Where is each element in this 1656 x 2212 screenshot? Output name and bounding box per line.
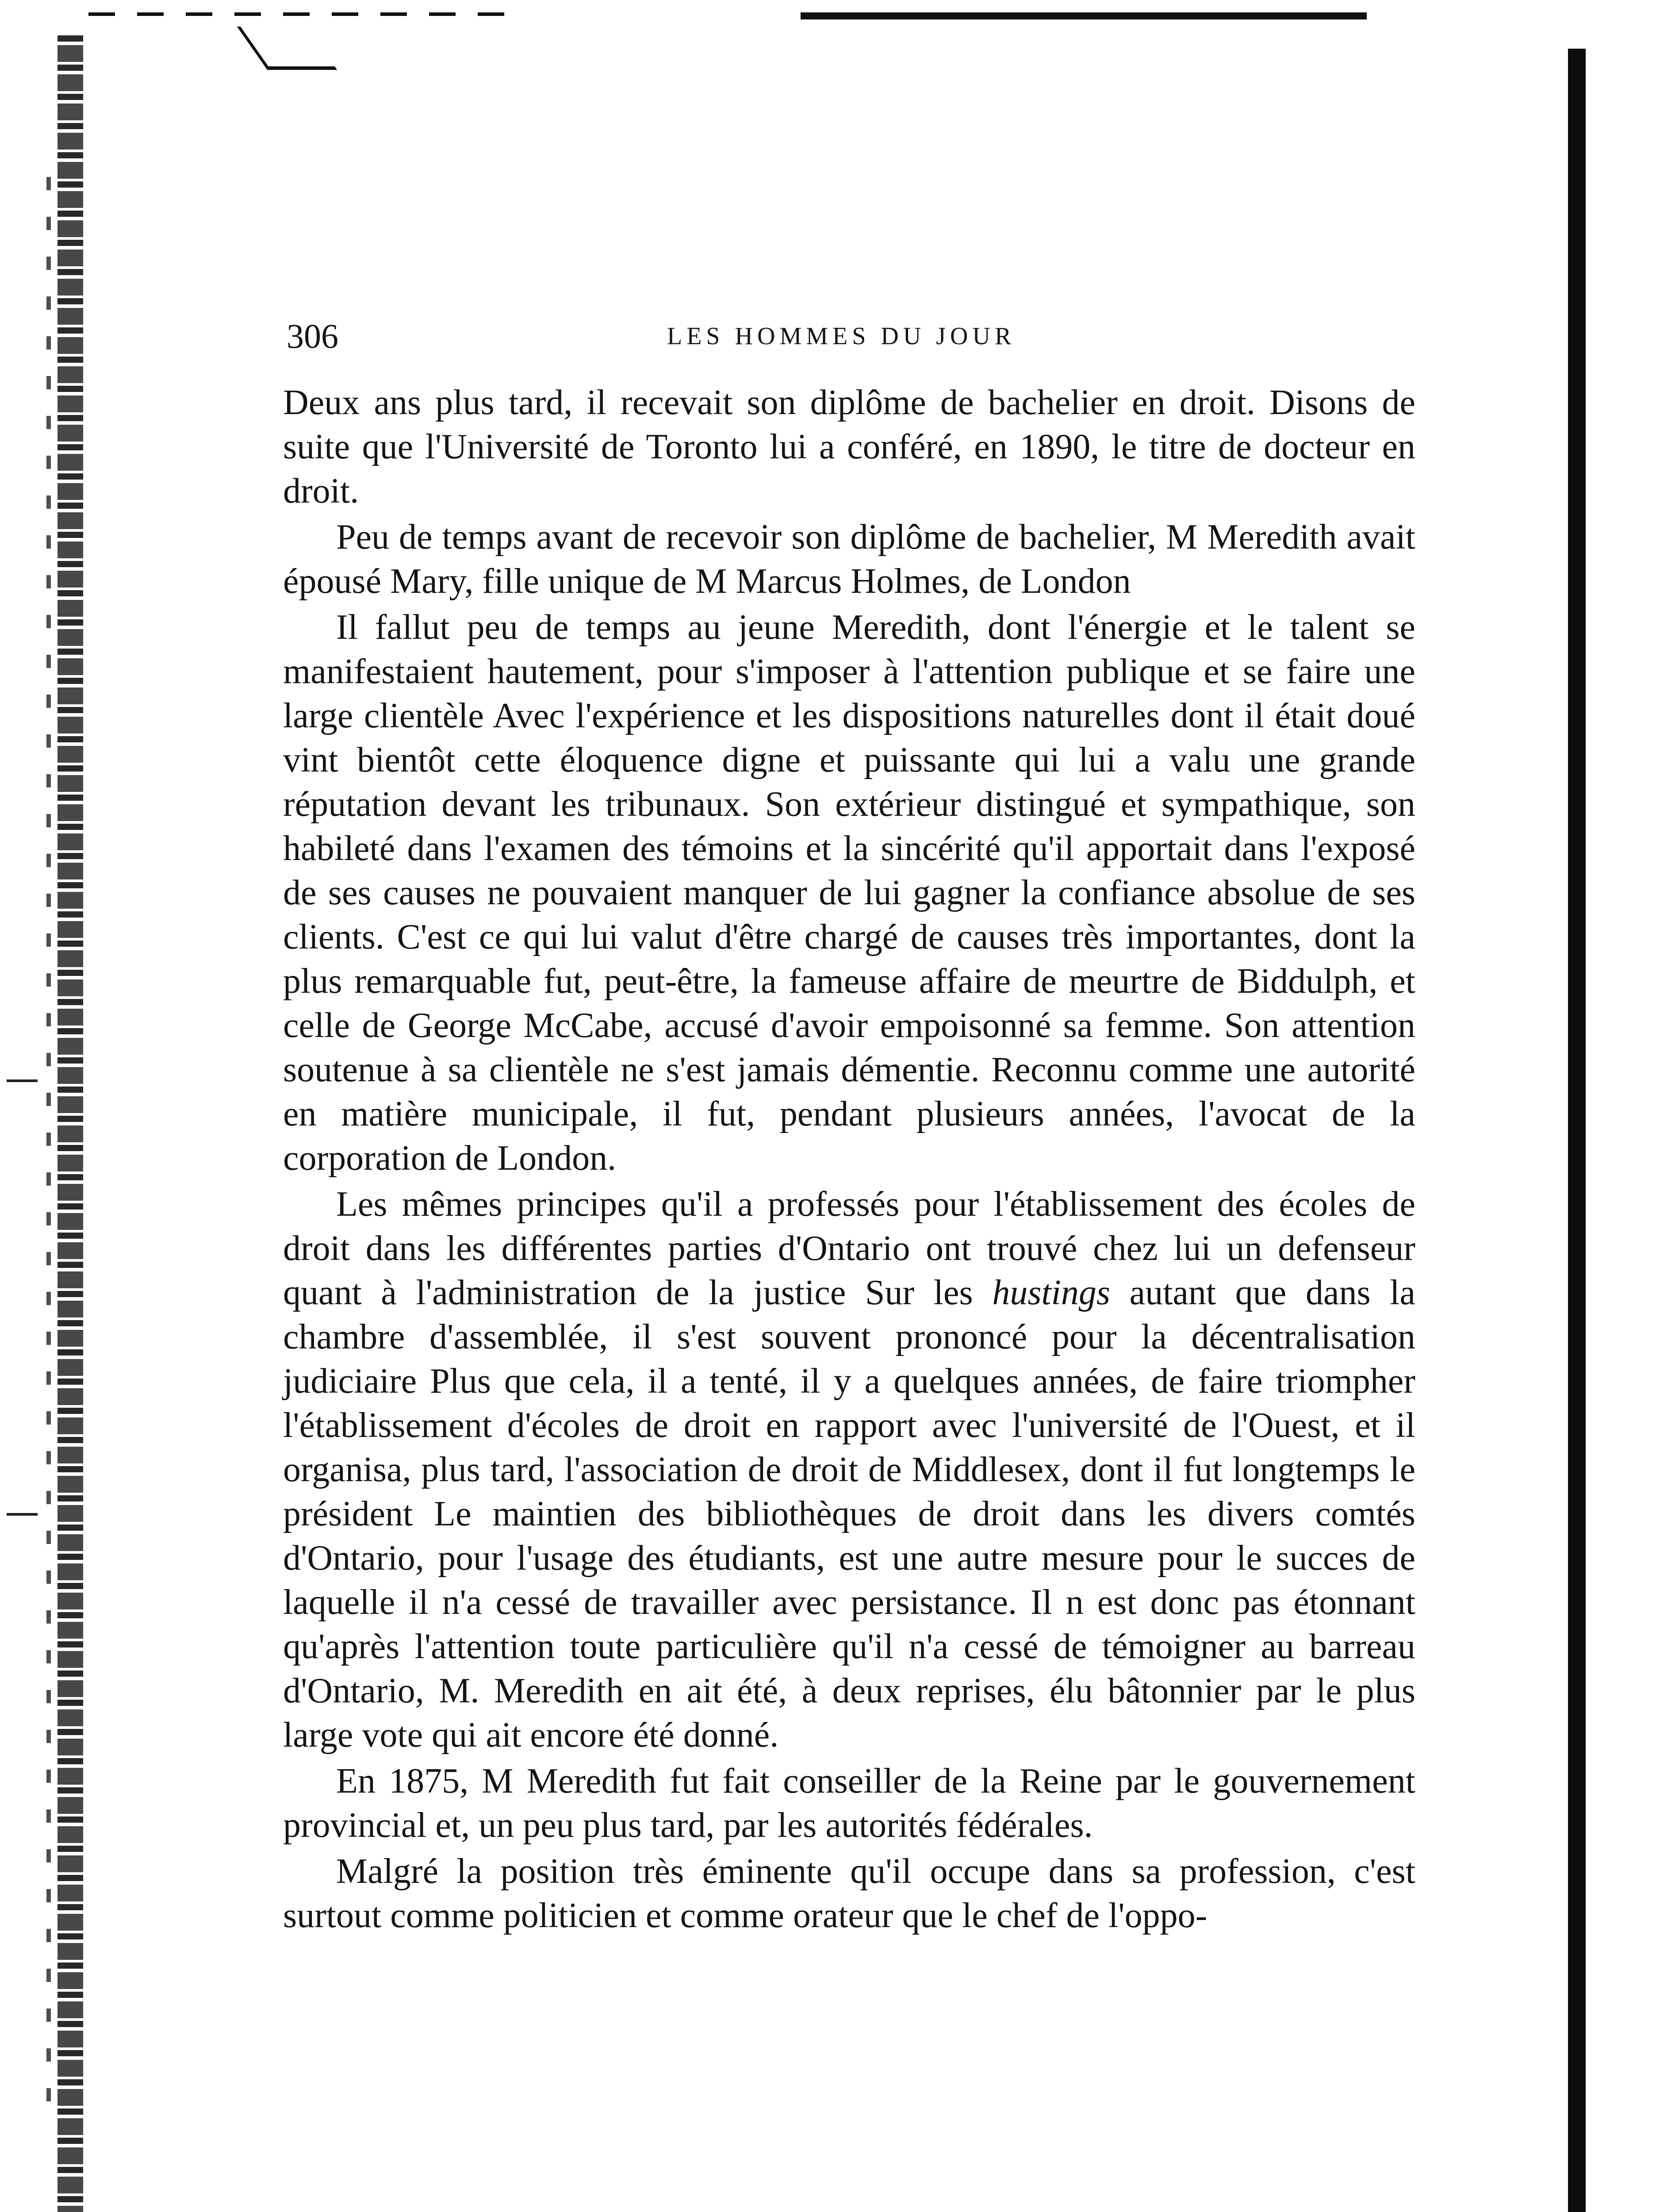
paragraph-text: Plus que cela, il a tenté, il y a quelques années, de faire triompher l'établissement d'écoles de droit en rapport avec l'université de l'Ouest, et il organisa, plus tard, l'association de droit de Middlesex, dont il fut longtemps le président Le maintien des bibliothèques de droit dans les divers comtés d'Ontario, pour l'usage des étudiants, est une autre mesure pour le succes de laquelle il n'a cessé de travailler avec persistance. Il n est donc pas étonnant qu'après l'attention toute particulière qu'il n'a cessé de témoigner au barreau d'Ontario, M. Meredith en ait été, à deux reprises, élu bâtonnier par le plus large vote qui ait encore été donné. [283,1362,1415,1755]
running-title: LES HOMMES DU JOUR [667,323,1016,350]
scan-margin-left-thin [46,177,51,2124]
scan-margin-right [1568,49,1586,2212]
scan-dash-mark [7,1079,38,1082]
paragraph-text: autant que dans la chambre d'assemblée, il s'est souvent prononcé pour la décentralisation judiciaire [283,1273,1415,1401]
scan-top-left-marks [88,12,522,16]
paragraph: Peu de temps avant de recevoir son diplôme de bachelier, M Meredith avait épousé Mary, fille unique de M Marcus Holmes, de London [283,518,1415,601]
paragraph [283,1182,1415,1757]
paragraph: En 1875, M Meredith fut fait conseiller de la Reine par le gouvernement provincial et, un peu plus tard, par les autorités fédérales. [283,1762,1415,1845]
page-number: 306 [287,317,338,355]
scan-corner-mark [237,27,337,70]
scan-dash-mark [7,1513,38,1516]
running-head [287,310,1410,363]
paragraph: Malgré la position très éminente qu'il occupe dans sa profession, c'est surtout comme politicien et comme orateur que le chef de l'oppo- [283,1852,1415,1935]
paragraph-text: Les mêmes principes qu'il a professés pour l'établissement des écoles de droit dans les différentes parties d'Ontario ont trouvé chez lui un defenseur quant à l'administration de la justice Sur les [283,1185,1415,1312]
paragraph: Il fallut peu de temps au jeune Meredith, dont l'énergie et le talent se manifestaient hautement, pour s'imposer à l'attention publique et se faire une large clientèle Avec l'expérience et les dispositions naturelles dont il était doué vint bientôt cette éloquence digne et puissante qui lui a valu une grande réputation devant les tribunaux. Son extérieur distingué et sympathique, son habileté dans l'examen des témoins et la sincérité qu'il apportait dans l'exposé de ses causes ne pouvaient manquer de lui gagner la confiance absolue de ses clients. C'est ce qui lui valut d'être chargé de causes très importantes, dont la plus remarquable fut, peut-être, la fameuse affaire de meurtre de Biddulph, et celle de George McCabe, accusé d'avoir empoisonné sa femme. Son attention soutenue à sa clientèle ne s'est jamais démentie. Reconnu comme une autorité en matière municipale, il fut, pendant plusieurs années, l'avocat de la corporation de London. [283,608,1415,1178]
scan-margin-left [58,35,83,2212]
body-text [283,380,1415,1939]
scan-top-bar [801,12,1367,19]
italic-term: hustings [992,1273,1111,1312]
paragraph: Deux ans plus tard, il recevait son diplôme de bachelier en droit. Disons de suite que l'Université de Toronto lui a conféré, en 1890, le titre de docteur en droit. [283,383,1415,511]
